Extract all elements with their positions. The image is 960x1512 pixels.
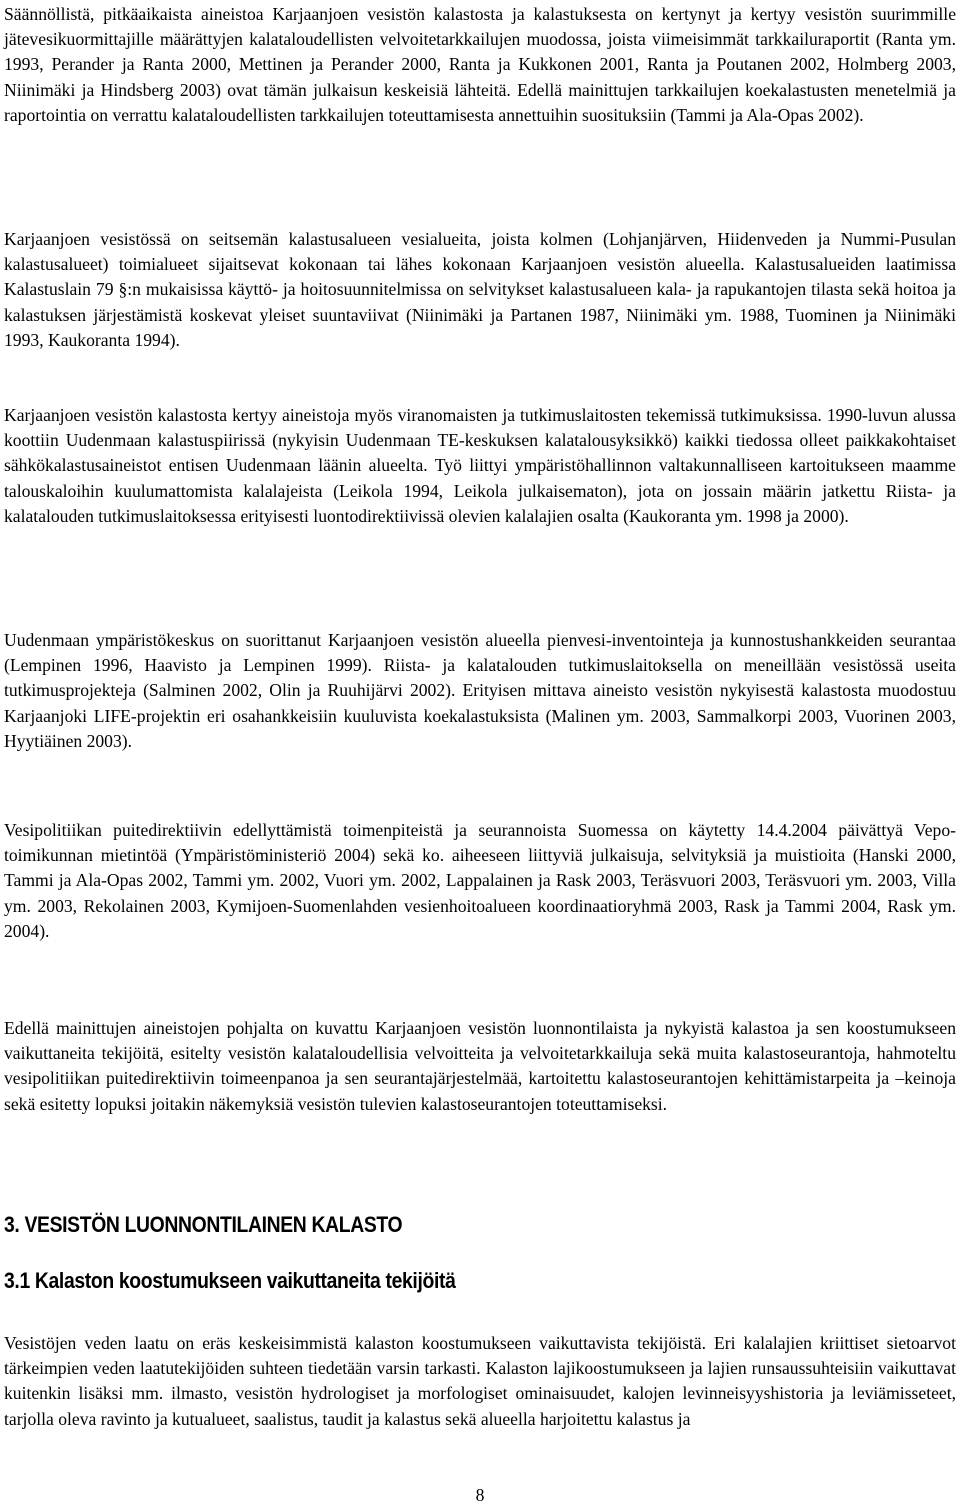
chapter-heading: 3. VESISTÖN LUONNONTILAINEN KALASTO [4, 1212, 403, 1237]
section-heading: 3.1 Kalaston koostumukseen vaikuttaneita tekijöitä [4, 1268, 456, 1293]
paragraph-environment-centre: Uudenmaan ympäristökeskus on suorittanut Karjaanjoen vesistön alueella pienvesi-inventointeja ja kunnostushankkeiden seurantaa (Lempinen 1996, Haavisto ja Lempinen 1999). Riista- ja kalatalouden tutkimuslaitoksella on meneillään vesistössä useita tutkimusprojekteja (Salminen 2002, Olin ja Ruuhijärvi 2002). Erityisen mittava aineisto vesistön nykyisestä kalastosta muodostuu Karjaanjoki LIFE-projektin eri osahankkeisiin kuuluvista koekalastuksista (Malinen ym. 2003, Sammalkorpi 2003, Vuorinen 2003, Hyytiäinen 2003). [4, 630, 956, 751]
paragraph-research-data: Karjaanjoen vesistön kalastosta kertyy aineistoja myös viranomaisten ja tutkimuslaitosten tekemissä tutkimuksissa. 1990-luvun alussa koottiin Uudenmaan kalastuspiirissä (nykyisin Uudenmaan TE-keskuksen kalatalousyksikkö) kaikki tiedossa olleet paikkakohtaiset sähkökalastusaineistot entisen Uudenmaan läänin alueelta. Työ liittyi ympäristöhallinnon valtakunnalliseen kartoitukseen maamme talouskaloihin kuulumattomista kalalajeista (Leikola 1994, Leikola julkaisematon), jota on jossain määrin jatkettu Riista- ja kalatalouden tutkimuslaitoksessa erityisesti luontodirektiivissä olevien kalalajien osalta (Kaukoranta ym. 1998 ja 2000). [4, 405, 956, 526]
paragraph-water-quality: Vesistöjen veden laatu on eräs keskeisimmistä kalaston koostumukseen vaikuttavista tekijöistä. Eri kalalajien kriittiset sietoarvot tärkeimpien veden laatutekijöiden suhteen tiedetään varsin tarkasti. Kalaston lajikoostumukseen ja lajien runsaussuhteisiin vaikuttavat kuitenkin lisäksi mm. ilmasto, vesistön hydrologiset ja morfologiset ominaisuudet, kalojen levinneisyyshistoria ja leviämisseteet, tarjolla oleva ravinto ja kutualueet, saalistus, taudit ja kalastus sekä alueella harjoitettu kalastus ja [4, 1333, 956, 1429]
paragraph-summary: Edellä mainittujen aineistojen pohjalta on kuvattu Karjaanjoen vesistön luonnontilaista ja nykyistä kalastoa ja sen koostumukseen vaikuttaneita tekijöitä, esitelty vesistön kalataloudellisia velvoitteita ja velvoitetarkkailuja sekä muita kalastoseurantoja, hahmoteltu vesipolitiikan puitedirektiivin toimeenpanoa ja sen seurantajärjestelmää, kartoitettu kalastoseurantojen kehittämistarpeita ja –keinoja sekä esitetty lopuksi joitakin näkemyksiä vesistön tulevien kalastoseurantojen toteuttamiseksi. [4, 1018, 956, 1114]
paragraph-water-policy: Vesipolitiikan puitedirektiivin edellyttämistä toimenpiteistä ja seurannoista Suomessa on käytetty 14.4.2004 päivättyä Vepo-toimikunnan mietintöä (Ympäristöministeriö 2004) sekä ko. aiheeseen liittyviä julkaisuja, selvityksiä ja muistioita (Hanski 2000, Tammi ja Ala-Opas 2002, Tammi ym. 2002, Vuori ym. 2002, Lappalainen ja Rask 2003, Teräsvuori 2003, Teräsvuori ym. 2003, Villa ym. 2003, Rekolainen 2003, Kymijoen-Suomenlahden vesienhoitoalueen koordinaatioryhmä 2003, Rask ja Tammi 2004, Rask ym. 2004). [4, 820, 956, 941]
page-number: 8 [475, 1485, 485, 1505]
paragraph-fishing-areas: Karjaanjoen vesistössä on seitsemän kalastusalueen vesialueita, joista kolmen (Lohjanjärven, Hiidenveden ja Nummi-Pusulan kalastusalueet) toimialueet sijaitsevat kokonaan tai lähes kokonaan Karjaanjoen vesistön alueella. Kalastusalueiden laatimissa Kalastuslain 79 §:n mukaisissa käyttö- ja hoitosuunnitelmissa on selvitykset kalastusalueen kala- ja rapukantojen tilasta sekä hoitoa ja kalastuksen järjestämistä koskevat yleiset suuntaviivat (Niinimäki ja Partanen 1987, Niinimäki ym. 1988, Tuominen ja Niinimäki 1993, Kaukoranta 1994). [4, 229, 956, 350]
paragraph-data-sources: Säännöllistä, pitkäaikaista aineistoa Karjaanjoen vesistön kalastosta ja kalastuksesta on kertynyt ja kertyy vesistön suurimmille jätevesikuormittajille määrättyjen kalataloudellisten velvoitetarkkailujen muodossa, joista viimeisimmät tarkkailuraportit (Ranta ym. 1993, Perander ja Ranta 2000, Mettinen ja Perander 2000, Ranta ja Kukkonen 2001, Ranta ja Poutanen 2002, Holmberg 2003, Niinimäki ja Hindsberg 2003) ovat tämän julkaisun keskeisiä lähteitä. Edellä mainittujen tarkkailujen koekalastusten menetelmiä ja raportointia on verrattu kalataloudellisten tarkkailujen toteuttamisesta annettuihin suosituksiin (Tammi ja Ala-Opas 2002). [4, 4, 956, 125]
